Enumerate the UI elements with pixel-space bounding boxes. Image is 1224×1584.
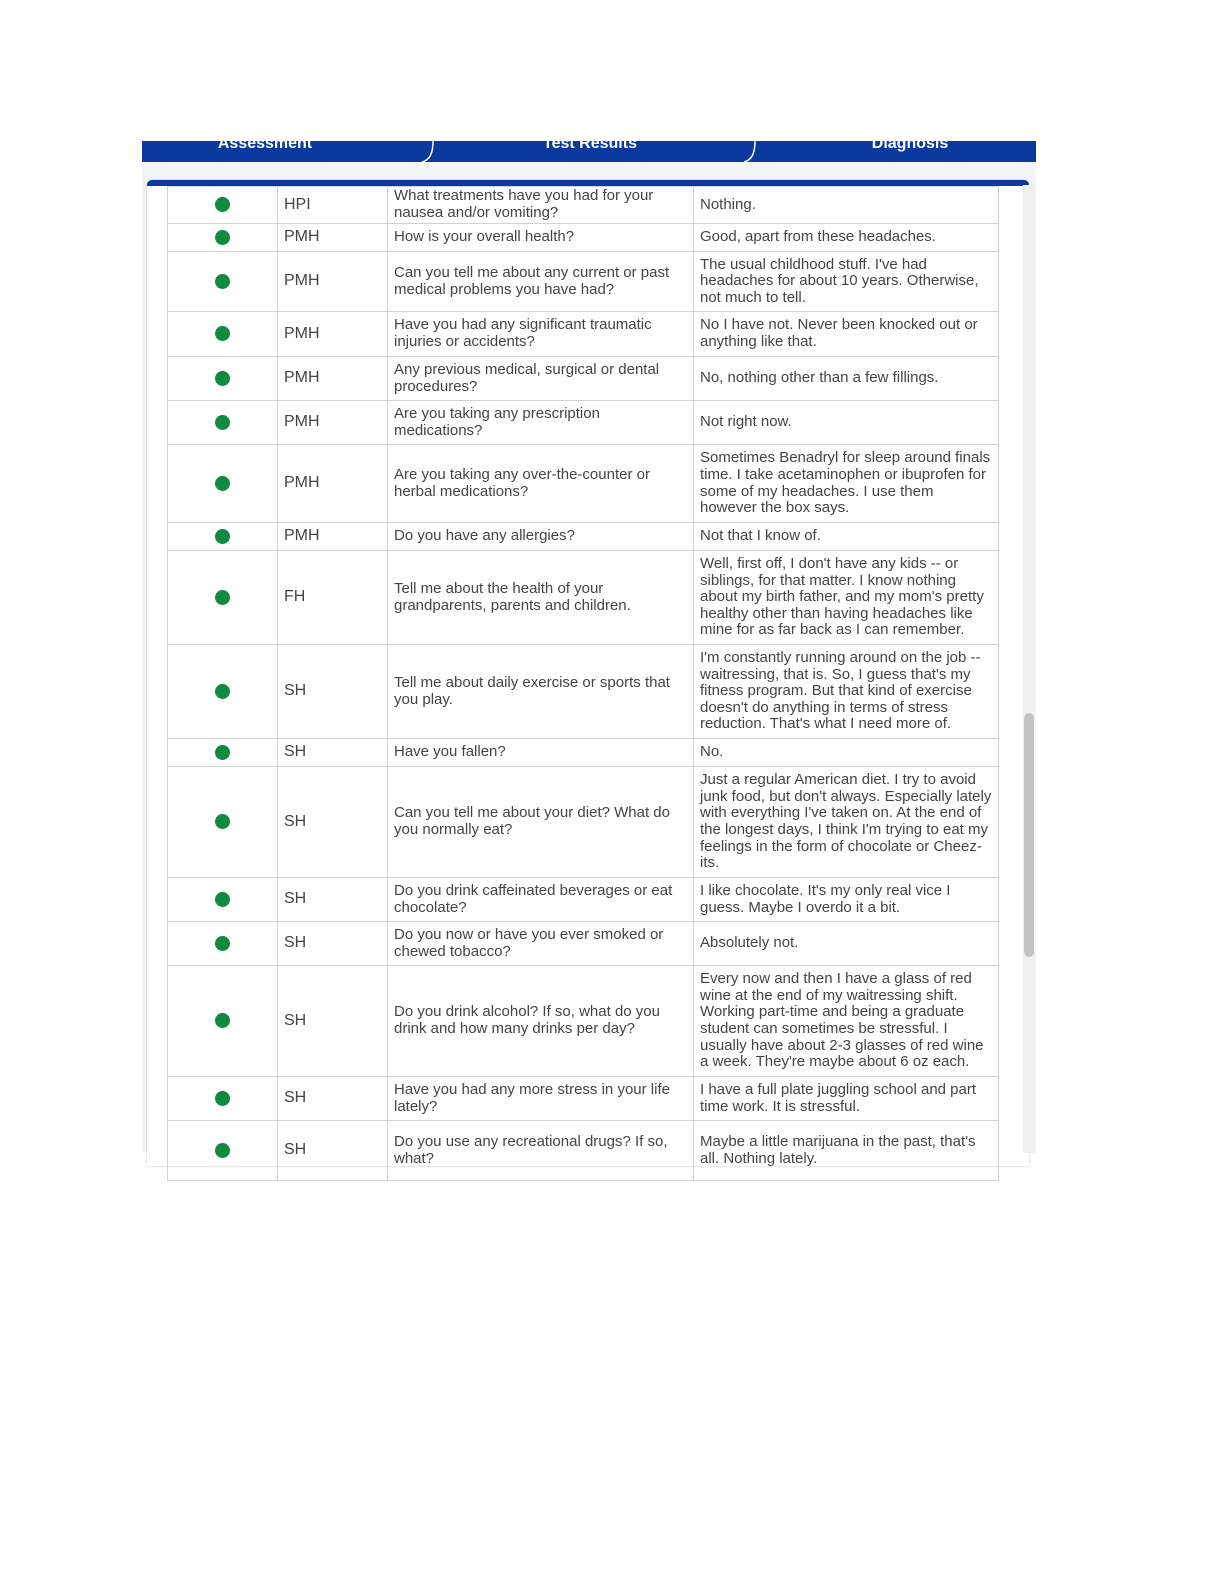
- answer-cell: Absolutely not.: [694, 922, 999, 966]
- status-cell: [168, 966, 278, 1077]
- question-cell: Have you had any significant traumatic injuries or accidents?: [388, 312, 694, 357]
- table-row[interactable]: [168, 523, 999, 551]
- answer-cell: Well, first off, I don't have any kids -- or siblings, for that matter. I know nothing about my birth father, and my mom's pretty healthy other than having headaches like mine for as far back as I can remember.: [694, 551, 999, 645]
- category-cell: PMH: [278, 357, 388, 401]
- table-row[interactable]: [168, 739, 999, 767]
- category-cell: SH: [278, 878, 388, 922]
- tab-diagnosis[interactable]: Diagnosis: [871, 135, 949, 152]
- question-cell: Do you now or have you ever smoked or chewed tobacco?: [388, 922, 694, 966]
- answer-cell: Not right now.: [694, 401, 999, 445]
- answer-cell: I have a full plate juggling school and part time work. It is stressful.: [694, 1077, 999, 1121]
- category-cell: PMH: [278, 445, 388, 523]
- question-cell: How is your overall health?: [388, 224, 694, 252]
- category-cell: SH: [278, 767, 388, 878]
- status-complete-icon: [215, 684, 230, 699]
- category-cell: FH: [278, 551, 388, 645]
- status-complete-icon: [215, 1091, 230, 1106]
- table-row[interactable]: [168, 187, 999, 224]
- status-complete-icon: [215, 197, 230, 212]
- history-panel: [147, 180, 1029, 1166]
- status-cell: [168, 1121, 278, 1181]
- category-cell: SH: [278, 966, 388, 1077]
- answer-cell: No.: [694, 739, 999, 767]
- status-complete-icon: [215, 371, 230, 386]
- category-cell: PMH: [278, 312, 388, 357]
- answer-cell: Nothing.: [694, 187, 999, 224]
- question-cell: Do you drink alcohol? If so, what do you drink and how many drinks per day?: [388, 966, 694, 1077]
- status-complete-icon: [215, 814, 230, 829]
- table-row[interactable]: [168, 401, 999, 445]
- category-cell: SH: [278, 1077, 388, 1121]
- status-complete-icon: [215, 476, 230, 491]
- tab-bar: [142, 135, 1036, 162]
- category-cell: PMH: [278, 523, 388, 551]
- tab-test-results[interactable]: Test Results: [543, 135, 637, 152]
- status-complete-icon: [215, 590, 230, 605]
- answer-cell: I'm constantly running around on the job -- waitressing, that is. So, I guess that's my fitness program. But that kind of exercise doesn't do anything in terms of stress reduction. That's what I need more of.: [694, 645, 999, 739]
- status-cell: [168, 645, 278, 739]
- status-cell: [168, 445, 278, 523]
- scrollbar-thumb[interactable]: [1024, 713, 1034, 957]
- question-cell: Tell me about daily exercise or sports that you play.: [388, 645, 694, 739]
- answer-cell: Sometimes Benadryl for sleep around finals time. I take acetaminophen or ibuprofen for some of my headaches. I use them however the box says.: [694, 445, 999, 523]
- status-cell: [168, 767, 278, 878]
- question-cell: Do you have any allergies?: [388, 523, 694, 551]
- category-cell: PMH: [278, 224, 388, 252]
- category-cell: HPI: [278, 187, 388, 224]
- status-complete-icon: [215, 892, 230, 907]
- table-row[interactable]: [168, 966, 999, 1077]
- table-row[interactable]: [168, 445, 999, 523]
- status-complete-icon: [215, 1013, 230, 1028]
- status-cell: [168, 551, 278, 645]
- status-complete-icon: [215, 745, 230, 760]
- question-cell: Do you drink caffeinated beverages or eat chocolate?: [388, 878, 694, 922]
- status-cell: [168, 187, 278, 224]
- status-complete-icon: [215, 529, 230, 544]
- category-cell: PMH: [278, 401, 388, 445]
- status-cell: [168, 878, 278, 922]
- status-cell: [168, 312, 278, 357]
- table-row[interactable]: [168, 312, 999, 357]
- app-window: [142, 135, 1036, 1167]
- status-complete-icon: [215, 415, 230, 430]
- status-cell: [168, 739, 278, 767]
- question-cell: Any previous medical, surgical or dental procedures?: [388, 357, 694, 401]
- table-row[interactable]: [168, 645, 999, 739]
- status-complete-icon: [215, 274, 230, 289]
- status-cell: [168, 922, 278, 966]
- category-cell: SH: [278, 645, 388, 739]
- status-cell: [168, 224, 278, 252]
- tab-assessment[interactable]: Assessment: [217, 135, 313, 152]
- status-complete-icon: [215, 1143, 230, 1158]
- status-complete-icon: [215, 936, 230, 951]
- answer-cell: Not that I know of.: [694, 523, 999, 551]
- table-row[interactable]: [168, 357, 999, 401]
- answer-cell: No, nothing other than a few fillings.: [694, 357, 999, 401]
- category-cell: SH: [278, 739, 388, 767]
- table-row[interactable]: [168, 252, 999, 312]
- answer-cell: Maybe a little marijuana in the past, that's all. Nothing lately.: [694, 1121, 999, 1181]
- status-cell: [168, 401, 278, 445]
- answer-cell: Just a regular American diet. I try to avoid junk food, but don't always. Especially lately with everything I've taken on. At the end of the longest days, I think I'm trying to eat my feelings in the form of chocolate or Cheez-its.: [694, 767, 999, 878]
- question-cell: Are you taking any over-the-counter or herbal medications?: [388, 445, 694, 523]
- table-row[interactable]: [168, 767, 999, 878]
- table-row[interactable]: [168, 1077, 999, 1121]
- status-cell: [168, 1077, 278, 1121]
- status-cell: [168, 357, 278, 401]
- status-cell: [168, 523, 278, 551]
- answer-cell: No I have not. Never been knocked out or anything like that.: [694, 312, 999, 357]
- question-cell: Do you use any recreational drugs? If so, what?: [388, 1121, 694, 1181]
- question-cell: Can you tell me about your diet? What do you normally eat?: [388, 767, 694, 878]
- table-row[interactable]: [168, 224, 999, 252]
- question-cell: Tell me about the health of your grandparents, parents and children.: [388, 551, 694, 645]
- answer-cell: The usual childhood stuff. I've had headaches for about 10 years. Otherwise, not much to tell.: [694, 252, 999, 312]
- category-cell: PMH: [278, 252, 388, 312]
- status-cell: [168, 252, 278, 312]
- history-table: [167, 186, 999, 1181]
- status-complete-icon: [215, 326, 230, 341]
- scrollbar[interactable]: [1023, 185, 1035, 1153]
- question-cell: Are you taking any prescription medications?: [388, 401, 694, 445]
- category-cell: SH: [278, 1121, 388, 1181]
- answer-cell: I like chocolate. It's my only real vice I guess. Maybe I overdo it a bit.: [694, 878, 999, 922]
- question-cell: What treatments have you had for your nausea and/or vomiting?: [388, 187, 694, 224]
- table-row[interactable]: [168, 922, 999, 966]
- question-cell: Have you fallen?: [388, 739, 694, 767]
- tab-divider: [422, 141, 436, 162]
- question-cell: Have you had any more stress in your life lately?: [388, 1077, 694, 1121]
- status-complete-icon: [215, 230, 230, 245]
- table-row[interactable]: [168, 1121, 999, 1181]
- table-row[interactable]: [168, 878, 999, 922]
- answer-cell: Every now and then I have a glass of red wine at the end of my waitressing shift. Working part-time and being a graduate student can sometimes be stressful. I usually have about 2-3 glasses of red wine a week. They're maybe about 6 oz each.: [694, 966, 999, 1077]
- question-cell: Can you tell me about any current or past medical problems you have had?: [388, 252, 694, 312]
- category-cell: SH: [278, 922, 388, 966]
- tab-divider: [744, 141, 758, 162]
- table-row[interactable]: [168, 551, 999, 645]
- answer-cell: Good, apart from these headaches.: [694, 224, 999, 252]
